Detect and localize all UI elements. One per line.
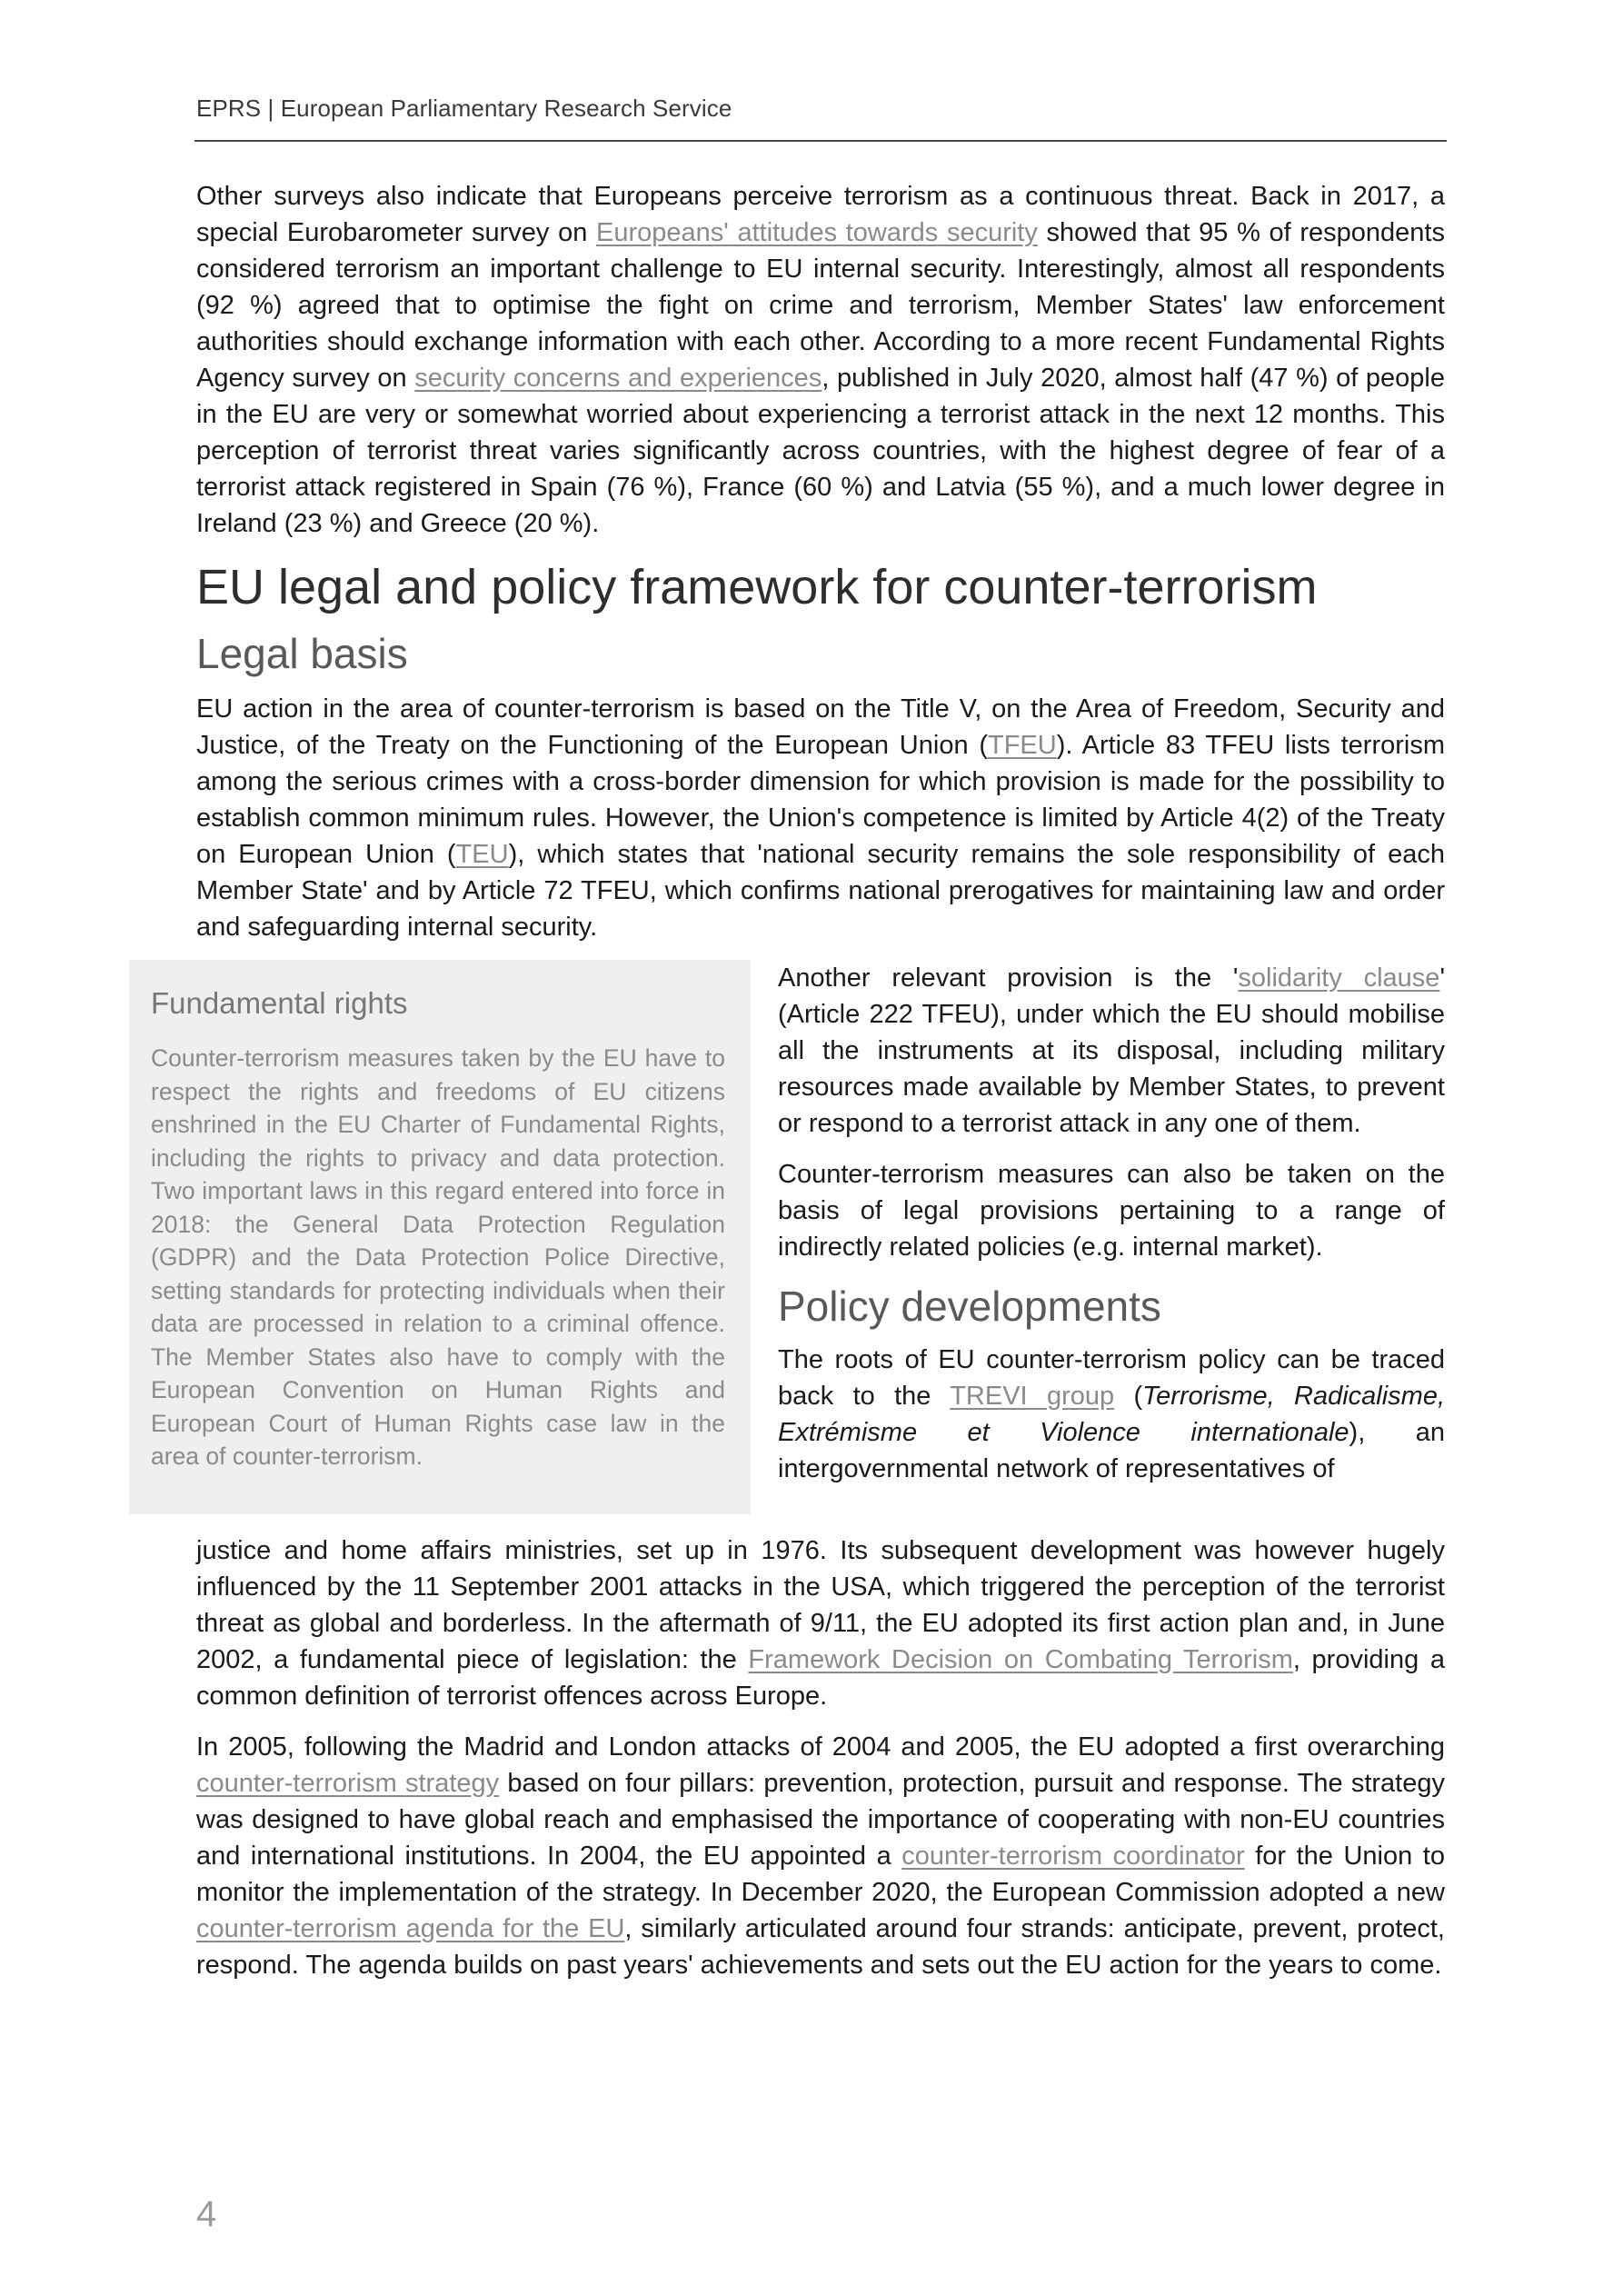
- strategy-text-1: In 2005, following the Madrid and London attacks of 2004 and 2005, the EU adopted a first overarching: [196, 1732, 1445, 1762]
- policy-paragraph-continued: [196, 1532, 1445, 1714]
- strategy-text-2: based on four pillars: prevention, protection, pursuit and response. The strategy was designed to have global reach and emphasised the importance of cooperating with non-EU countries and international institutions. In 2004, the EU appointed a: [196, 1769, 1445, 1871]
- page-number: 4: [196, 2194, 217, 2234]
- solidarity-text-2: ' (Article 222 TFEU), under which the EU should mobilise all the instruments at its disposal, including military resources made available by Member States, to prevent or respond to a terrorist attack in any one of them.: [778, 963, 1445, 1138]
- link-framework-decision[interactable]: Framework Decision on Combating Terrorism: [748, 1645, 1293, 1674]
- policy-text-4: justice and home affairs ministries, set up in 1976. Its subsequent development was however hugely influenced by the 11 September 2001 attacks in the USA, which triggered the perception of the terrorist threat as global and borderless. In the aftermath of 9/11, the EU adopted its first action plan and, in June 2002, a fundamental piece of legislation: the: [196, 1536, 1445, 1674]
- link-counter-terrorism-coordinator[interactable]: counter-terrorism coordinator: [901, 1842, 1245, 1871]
- strategy-text-3: for the Union to monitor the implementation of the strategy. In December 2020, the European Commission adopted a new: [196, 1842, 1445, 1907]
- fundamental-rights-title: Fundamental rights: [151, 986, 408, 1020]
- intro-text-1: Other surveys also indicate that Europeans perceive terrorism as a continuous threat. Back in 2017, a special Eurobarometer survey on: [196, 182, 1445, 247]
- link-tfeu[interactable]: TFEU: [988, 731, 1057, 760]
- right-column: [778, 960, 1445, 1487]
- legal-text-2: ). Article 83 TFEU lists terrorism among the serious crimes with a cross-border dimension for which provision is made for the possibility to establish common minimum rules. However, the Union's competence is limited by Article 4(2) of the Treaty on European Union (: [196, 731, 1445, 869]
- section-title: EU legal and policy framework for counter-terrorism: [196, 560, 1318, 614]
- policy-italic-trevi-expansion: Terrorisme, Radicalisme, Extrémisme et Violence internationale: [778, 1382, 1446, 1447]
- policy-developments-heading: Policy developments: [778, 1283, 1161, 1330]
- link-security-concerns-experiences[interactable]: security concerns and experiences: [414, 364, 822, 393]
- link-trevi-group[interactable]: TREVI group: [950, 1382, 1115, 1411]
- intro-paragraph: [196, 178, 1445, 542]
- strategy-paragraph: [196, 1729, 1445, 1983]
- legal-basis-paragraph: [196, 691, 1445, 945]
- link-europeans-attitudes-security[interactable]: Europeans' attitudes towards security: [596, 218, 1038, 247]
- strategy-text-4: , similarly articulated around four strands: anticipate, prevent, protect, respond. The agenda builds on past years' achievements and sets out the EU action for the years to come.: [196, 1914, 1445, 1980]
- legal-basis-heading: Legal basis: [196, 630, 408, 677]
- link-teu[interactable]: TEU: [455, 840, 509, 869]
- intro-text-2: showed that 95 % of respondents considered terrorism an important challenge to EU internal security. Interestingly, almost all respondents (92 %) agreed that to optimise the fight on crime and terrorism, Member States' law enforcement authorities should exchange information with each other. According to a more recent Fundamental Rights Agency survey on: [196, 218, 1445, 393]
- intro-text-3: , published in July 2020, almost half (47 %) of people in the EU are very or somewhat worried about experiencing a terrorist attack in the next 12 months. This perception of terrorist threat varies significantly across countries, with the highest degree of fear of a terrorist attack registered in Spain (76 %), France (60 %) and Latvia (55 %), and a much lower degree in Ireland (23 %) and Greece (20 %).: [196, 364, 1446, 538]
- policy-paragraph-start: [778, 1342, 1445, 1487]
- link-solidarity-clause[interactable]: solidarity clause: [1238, 963, 1440, 993]
- solidarity-text-1: Another relevant provision is the ': [778, 963, 1239, 993]
- two-column-area: [151, 960, 1446, 1532]
- solidarity-paragraph: [778, 960, 1445, 1142]
- link-counter-terrorism-agenda[interactable]: counter-terrorism agenda for the EU: [196, 1914, 625, 1943]
- policy-text-2: (: [1114, 1382, 1143, 1411]
- running-header: EPRS | European Parliamentary Research Service: [196, 95, 732, 122]
- header-divider: [194, 140, 1447, 142]
- link-counter-terrorism-strategy[interactable]: counter-terrorism strategy: [196, 1769, 500, 1798]
- legal-text-3: ), which states that 'national security remains the sole responsibility of each Member State' and by Article 72 TFEU, which confirms national prerogatives for maintaining law and order and safeguarding internal security.: [196, 840, 1445, 942]
- page-content: [151, 178, 1446, 1998]
- indirect-policies-paragraph: Counter-terrorism measures can also be taken on the basis of legal provisions pertaining to a range of indirectly related policies (e.g. internal market).: [778, 1160, 1445, 1262]
- fundamental-rights-body: Counter-terrorism measures taken by the EU have to respect the rights and freedoms of EU citizens enshrined in the EU Charter of Fundamental Rights, including the rights to privacy and data protection. Two important laws in this regard entered into force in 2018: the General Data Protection Regulation (GDPR) and the Data Protection Police Directive, setting standards for protecting individuals when their data are processed in relation to a criminal offence. The Member States also have to comply with the European Convention on Human Rights and European Court of Human Rights case law in the area of counter-terrorism.: [151, 1044, 725, 1470]
- policy-text-1: The roots of EU counter-terrorism policy can be traced back to the: [778, 1345, 1445, 1411]
- legal-text-1: EU action in the area of counter-terrorism is based on the Title V, on the Area of Freedom, Security and Justice, of the Treaty on the Functioning of the European Union (: [196, 694, 1445, 760]
- policy-text-5: , providing a common definition of terrorist offences across Europe.: [196, 1645, 1445, 1711]
- policy-text-3: ), an intergovernmental network of representatives of: [778, 1418, 1445, 1483]
- fundamental-rights-box: [129, 960, 751, 1514]
